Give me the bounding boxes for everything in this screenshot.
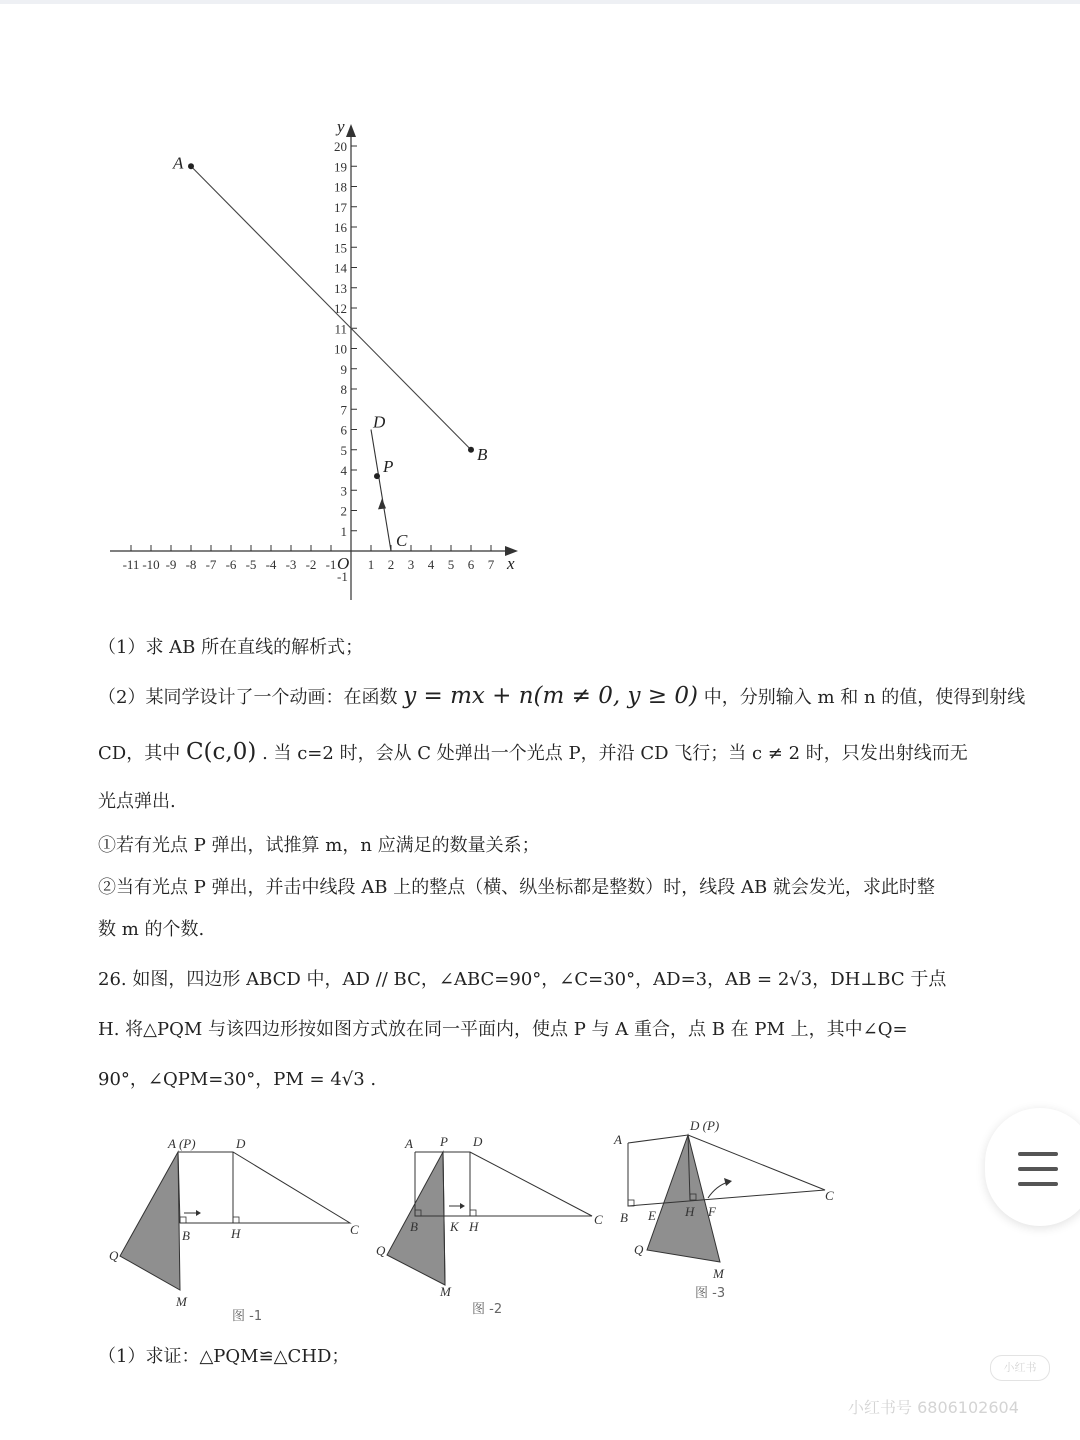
fig3-triangle-pqm — [647, 1135, 720, 1262]
fig3-label-c: C — [825, 1188, 834, 1203]
fig2-caption: 图 -2 — [472, 1302, 503, 1317]
x-tick-label: -7 — [205, 557, 217, 572]
fig2-label-c: C — [594, 1212, 603, 1227]
y-tick-label: 13 — [334, 280, 347, 296]
y-tick-label: 9 — [340, 361, 347, 377]
fig3-caption: 图 -3 — [695, 1286, 726, 1301]
fig3-arrowhead — [724, 1178, 732, 1186]
y-tick-label: 10 — [334, 341, 347, 357]
x-tick-label: 3 — [407, 557, 415, 572]
fig1-label-h: H — [231, 1226, 241, 1241]
q25-line3: 光点弹出. — [98, 791, 176, 812]
fig3-label-e: E — [648, 1208, 656, 1223]
y-minus-one-label: -1 — [337, 569, 348, 584]
figure-1 — [100, 1130, 370, 1330]
fig3-label-q: Q — [634, 1242, 644, 1257]
y-tick-label: 18 — [334, 179, 347, 195]
y-tick-label: 1 — [340, 523, 347, 539]
q25-line2-formula: C(c,0) — [185, 739, 257, 765]
menu-icon-bar-3 — [1018, 1182, 1058, 1186]
label-a: A — [173, 153, 184, 173]
menu-button[interactable] — [985, 1108, 1080, 1226]
q25-part2-b: 中，分别输入 m 和 n 的值，使得到射线 — [703, 687, 1026, 708]
point-a — [188, 163, 194, 169]
fig1-label-a: A (P) — [168, 1136, 196, 1151]
fig1-quadrilateral — [178, 1152, 350, 1223]
fig2-label-q: Q — [376, 1243, 386, 1258]
x-tick-label: -9 — [165, 557, 177, 572]
y-tick-label: 4 — [340, 463, 347, 478]
point-b — [468, 447, 474, 453]
top-bar — [0, 0, 1080, 4]
x-tick-label: -11 — [122, 557, 140, 572]
q25-line2 — [98, 740, 968, 766]
fig2-label-b: B — [410, 1219, 418, 1234]
x-tick-label: -3 — [285, 557, 297, 572]
fig3-label-b: B — [620, 1210, 628, 1225]
x-tick-label: -8 — [185, 557, 197, 572]
fig3-label-m: M — [713, 1266, 724, 1281]
y-tick-label: 5 — [340, 442, 347, 458]
y-tick-label: 17 — [334, 199, 347, 215]
x-tick-label: -6 — [225, 557, 237, 572]
y-tick-label: 16 — [334, 220, 347, 235]
fig3-quadrilateral — [628, 1135, 825, 1206]
fig1-label-d: D — [236, 1136, 246, 1151]
y-tick-label: 14 — [334, 260, 347, 276]
fig2-right-angle-h — [470, 1210, 476, 1216]
q25-line2-a: CD，其中 — [98, 743, 181, 764]
q25-part2-formula: y = mx + n(m ≠ 0, y ≥ 0) — [403, 683, 698, 709]
x-tick-label: 7 — [487, 557, 495, 572]
y-tick-label: 15 — [334, 240, 347, 256]
y-tick-label: 20 — [334, 139, 347, 154]
y-tick-label: 19 — [334, 159, 347, 175]
y-tick-label: 2 — [340, 503, 347, 519]
q25-part2 — [98, 684, 1025, 710]
x-axis-label: x — [507, 554, 515, 573]
x-tick-label: -10 — [142, 557, 160, 572]
ray-cd-arrow — [378, 498, 386, 509]
point-p — [374, 473, 380, 479]
y-axis-label: y — [337, 117, 345, 136]
fig1-triangle-pqm — [120, 1152, 180, 1290]
x-tick-label: -2 — [305, 557, 317, 572]
watermark-text: 小红书号 6806102604 — [848, 1398, 1019, 1417]
fig2-arrowhead — [460, 1203, 465, 1209]
fig1-right-angle-b — [180, 1217, 186, 1223]
figure-2 — [370, 1130, 640, 1330]
fig3-label-f: F — [708, 1204, 716, 1219]
fig1-label-b: B — [182, 1228, 190, 1243]
q26-part1: （1）求证：△PQM≌△CHD； — [98, 1346, 350, 1367]
fig2-label-m: M — [440, 1284, 451, 1299]
fig1-right-angle-h — [233, 1217, 239, 1223]
fig2-label-p: P — [440, 1134, 448, 1149]
x-tick-label: 5 — [447, 557, 455, 572]
x-tick-label: -4 — [265, 557, 277, 572]
label-b: B — [477, 444, 488, 464]
q26-line3: 90°，∠QPM=30°，PM = 4√3 . — [98, 1069, 377, 1090]
x-tick-label: -1 — [325, 557, 337, 572]
fig3-label-d: D (P) — [690, 1118, 720, 1133]
q25-sub2-cont: 数 m 的个数. — [98, 919, 205, 940]
fig2-label-k: K — [450, 1219, 459, 1234]
segment-ab — [191, 166, 471, 450]
x-tick-label: -5 — [245, 557, 257, 572]
origin-label: O — [337, 554, 350, 573]
fig1-label-q: Q — [109, 1248, 119, 1263]
q25-sub2: ②当有光点 P 弹出，并击中线段 AB 上的整点（横、纵坐标都是整数）时，线段 AB 就会发光，求此时整 — [98, 877, 935, 898]
fig1-label-c: C — [350, 1222, 359, 1237]
figure-3 — [610, 1110, 860, 1310]
fig1-label-m: M — [176, 1294, 187, 1309]
y-tick-label: 7 — [340, 402, 347, 418]
x-tick-label: 2 — [387, 557, 395, 572]
fig3-label-h: H — [685, 1204, 695, 1219]
label-c: C — [396, 531, 408, 550]
watermark-logo: 小红书 — [990, 1355, 1050, 1381]
label-d: D — [373, 412, 386, 432]
q25-sub1: ①若有光点 P 弹出，试推算 m，n 应满足的数量关系； — [98, 835, 540, 856]
fig3-label-a: A — [614, 1132, 622, 1147]
coordinate-graph — [100, 110, 540, 610]
menu-icon-bar-1 — [1018, 1152, 1058, 1156]
fig3-rotation-arrow — [708, 1182, 728, 1198]
y-tick-label: 11 — [334, 321, 347, 337]
x-tick-label: 6 — [467, 557, 475, 572]
x-tick-label: 1 — [367, 557, 375, 572]
x-tick-label: 4 — [427, 557, 435, 572]
y-tick-label: 12 — [334, 301, 347, 316]
q26-line1: 26. 如图，四边形 ABCD 中，AD // BC，∠ABC=90°，∠C=30°，AD=3，AB = 2√3，DH⊥BC 于点 — [98, 969, 947, 990]
y-tick-label: 8 — [340, 382, 347, 397]
q26-line2: H. 将△PQM 与该四边形按如图方式放在同一平面内，使点 P 与 A 重合，点 B 在 PM 上，其中∠Q= — [98, 1019, 908, 1040]
fig1-caption: 图 -1 — [232, 1309, 263, 1324]
q25-part1: （1）求 AB 所在直线的解析式； — [98, 637, 364, 658]
fig2-label-d: D — [473, 1134, 483, 1149]
ray-cd — [371, 430, 394, 552]
q25-line2-b: . 当 c=2 时，会从 C 处弹出一个光点 P，并沿 CD 飞行；当 c ≠ 2 时，只发出射线而无 — [262, 743, 968, 764]
fig2-label-a: A — [405, 1136, 413, 1151]
menu-icon-bar-2 — [1018, 1167, 1058, 1171]
y-tick-label: 6 — [340, 422, 347, 438]
y-tick-label: 3 — [340, 483, 347, 499]
y-axis-arrow — [346, 124, 356, 137]
fig1-arrowhead — [196, 1210, 201, 1216]
q25-part2-a: （2）某同学设计了一个动画：在函数 — [98, 687, 398, 708]
fig2-label-h: H — [469, 1219, 479, 1234]
label-p: P — [383, 457, 394, 477]
